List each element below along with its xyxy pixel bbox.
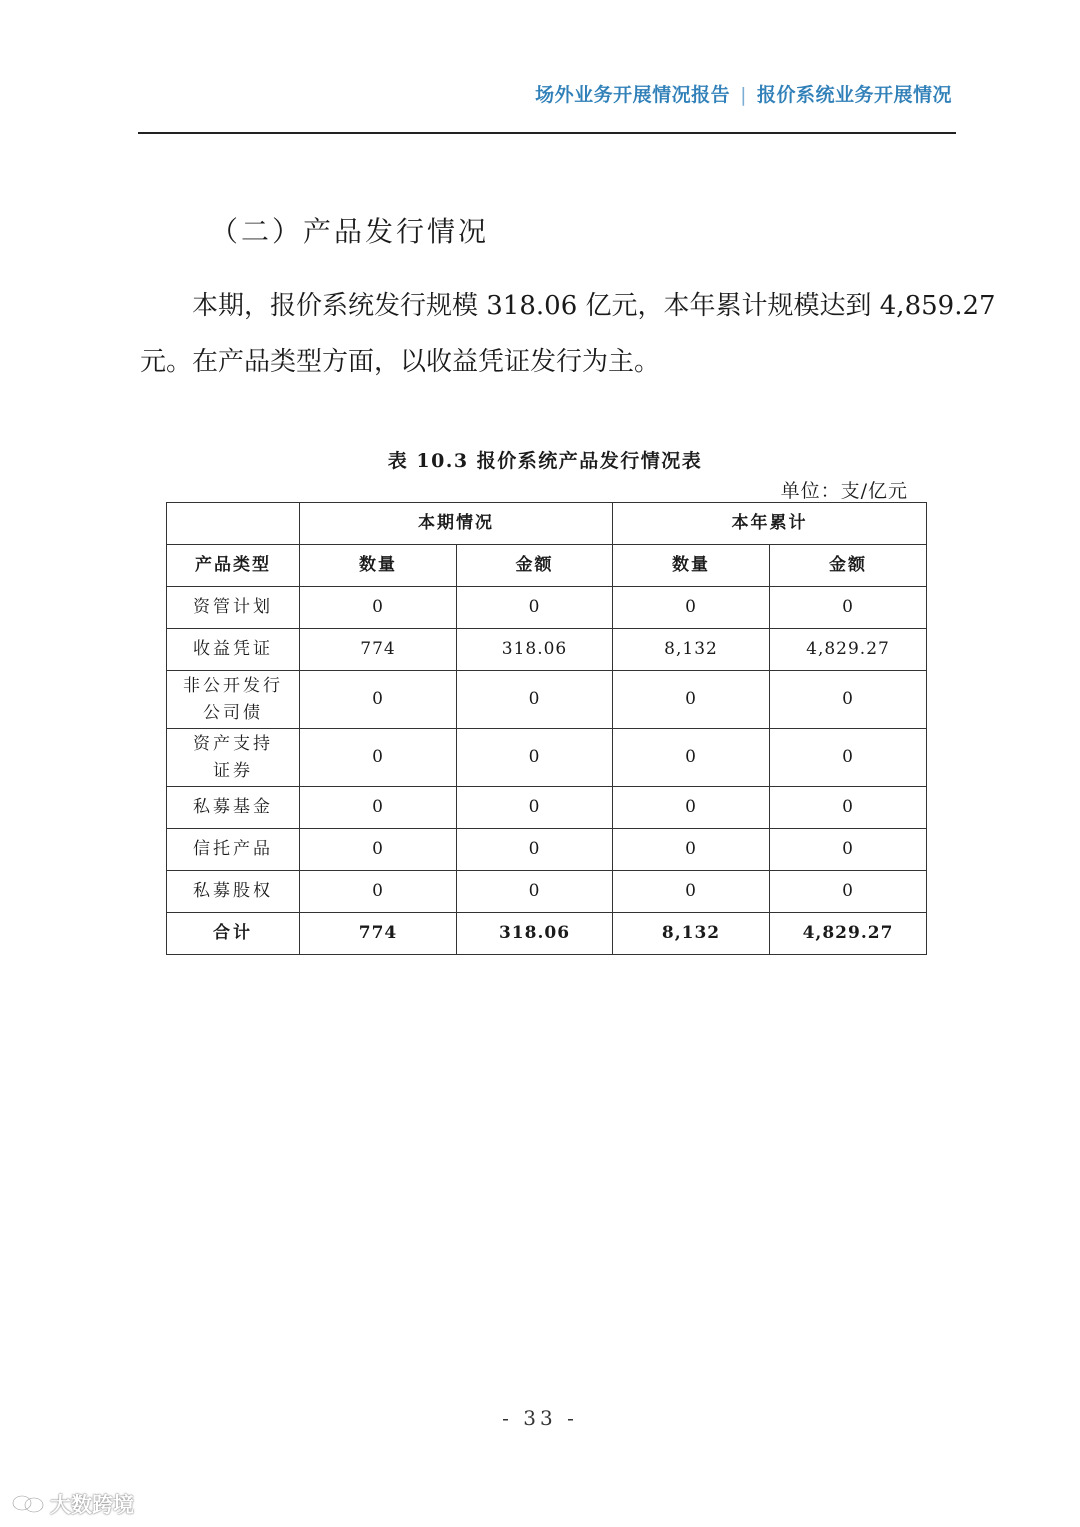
table-caption: 表 10.3 报价系统产品发行情况表 [387,450,703,472]
table-row [167,871,927,913]
row-category: 资管计划 [167,587,300,629]
row-category: 私募基金 [167,787,300,829]
ytd-count-cell: 0 [613,729,770,787]
row-category [167,729,300,787]
running-header [535,80,952,107]
period-count-cell: 0 [300,587,457,629]
period-amount-cell: 0 [457,871,613,913]
table-row [167,787,927,829]
ytd-count-cell: 0 [613,829,770,871]
total-row [167,913,927,955]
ytd-amount-cell: 0 [770,671,927,729]
total-ytd-count: 8,132 [613,913,770,955]
period-count-cell: 774 [300,629,457,671]
ytd-count-cell: 0 [613,871,770,913]
row-category [167,671,300,729]
ytd-amount-cell: 0 [770,729,927,787]
row-category-line: 证券 [213,760,253,781]
period-amount-cell: 0 [457,587,613,629]
body-paragraph [140,278,996,390]
ytd-amount-cell: 4,829.27 [770,629,927,671]
row-category: 私募股权 [167,871,300,913]
header-separator: | [740,84,747,106]
ytd-count-cell: 8,132 [613,629,770,671]
total-period-count: 774 [300,913,457,955]
table-unit: 单位：支/亿元 [780,480,908,502]
total-label: 合计 [167,913,300,955]
period-amount-cell: 318.06 [457,629,613,671]
row-category: 信托产品 [167,829,300,871]
paragraph-line-1: 本期，报价系统发行规模 318.06 亿元，本年累计规模达到 4,859.27 [192,291,996,321]
row-category: 收益凭证 [167,629,300,671]
total-ytd-amount: 4,829.27 [770,913,927,955]
header-chapter-title: 报价系统业务开展情况 [756,84,952,106]
period-amount-cell: 0 [457,671,613,729]
paragraph-line-2: 元。在产品类型方面，以收益凭证发行为主。 [140,347,661,377]
ytd-amount-cell: 0 [770,829,927,871]
chat-bubbles-icon [12,1493,46,1515]
col-header-ytd-count: 数量 [613,545,770,587]
table-row [167,729,927,787]
empty-corner-cell [167,503,300,545]
header-rule [138,132,956,134]
period-count-cell: 0 [300,729,457,787]
group-header-period: 本期情况 [300,503,613,545]
product-issuance-table [166,502,927,955]
col-header-period-amount: 金额 [457,545,613,587]
period-count-cell: 0 [300,871,457,913]
row-category-line: 公司债 [203,702,263,723]
col-header-category: 产品类型 [167,545,300,587]
period-amount-cell: 0 [457,829,613,871]
group-header-ytd: 本年累计 [613,503,927,545]
ytd-count-cell: 0 [613,587,770,629]
total-period-amount: 318.06 [457,913,613,955]
row-category-line: 非公开发行 [183,675,283,696]
period-amount-cell: 0 [457,729,613,787]
page-number: - 33 - [502,1406,578,1430]
ytd-amount-cell: 0 [770,787,927,829]
watermark [12,1489,134,1519]
table-row [167,629,927,671]
col-header-ytd-amount: 金额 [770,545,927,587]
col-header-period-count: 数量 [300,545,457,587]
period-count-cell: 0 [300,787,457,829]
ytd-count-cell: 0 [613,787,770,829]
table-row [167,829,927,871]
ytd-count-cell: 0 [613,671,770,729]
ytd-amount-cell: 0 [770,871,927,913]
table-row [167,671,927,729]
period-count-cell: 0 [300,671,457,729]
column-header-row [167,545,927,587]
header-report-title: 场外业务开展情况报告 [535,84,731,106]
watermark-text: 大数跨境 [50,1493,134,1517]
period-amount-cell: 0 [457,787,613,829]
period-count-cell: 0 [300,829,457,871]
row-category-line: 资产支持 [193,733,273,754]
ytd-amount-cell: 0 [770,587,927,629]
section-title: （二）产品发行情况 [210,215,490,248]
group-header-row [167,503,927,545]
table-row [167,587,927,629]
